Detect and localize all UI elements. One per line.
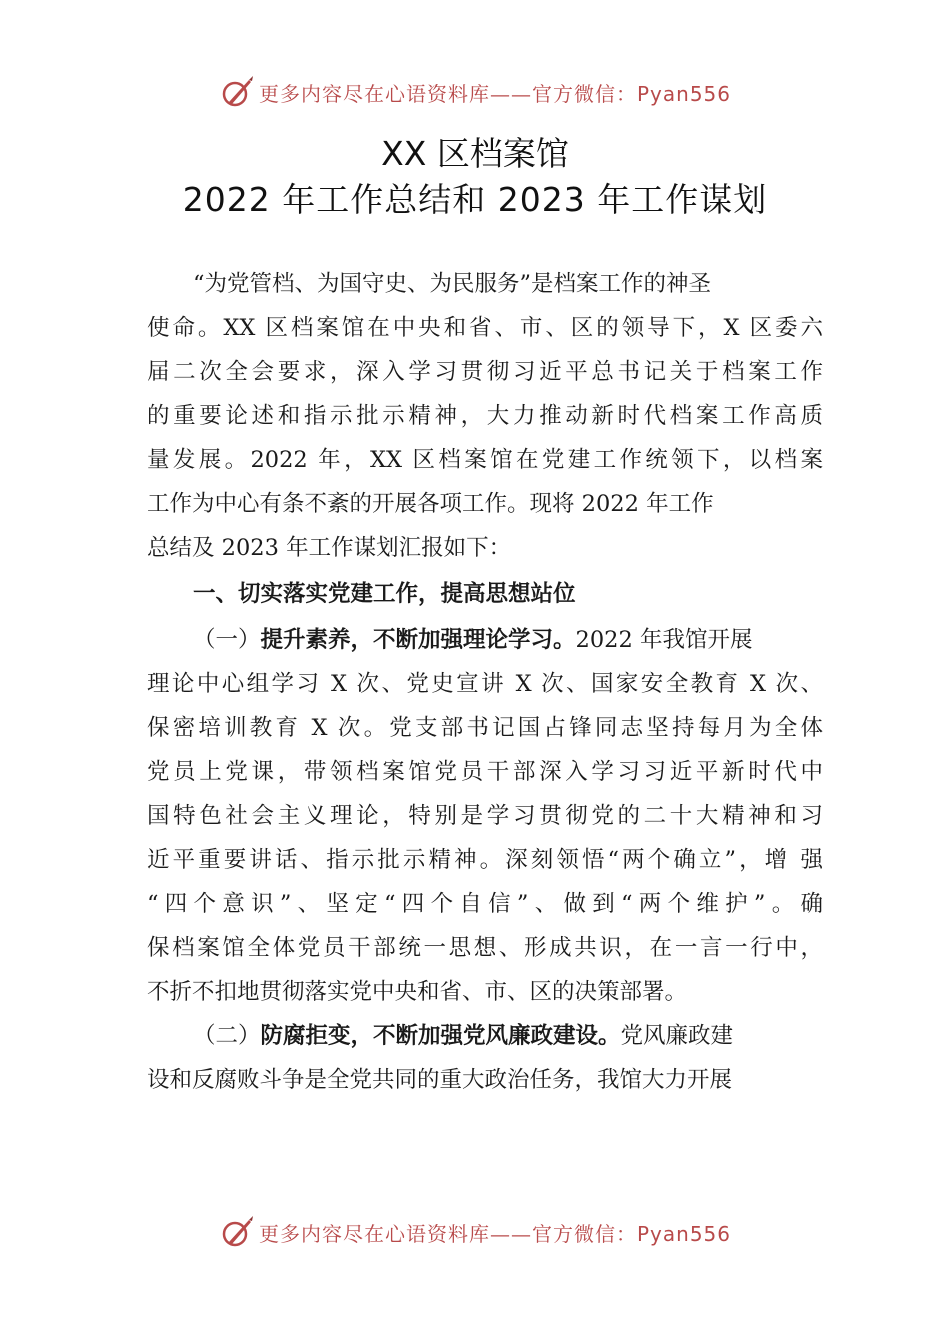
subsection-2-first-line [193, 1014, 733, 1058]
intro-line-2: 使命。XX 区档案馆在中央和省、市、区的领导下，X 区委六 [147, 315, 823, 341]
section-heading-1: 一、切实落实党建工作，提高思想站位 [193, 581, 576, 607]
subsection-2-line-2: 设和反腐败斗争是全党共同的重大政治任务，我馆大力开展 [147, 1067, 733, 1093]
watermark-text: 更多内容尽在心语资料库——官方微信：Pyan556 [258, 81, 731, 106]
watermark-wechat-id: Pyan556 [636, 81, 731, 106]
subsection-1-line-3: 保密培训教育 X 次。党支部书记国占锋同志坚持每月为全体 [147, 715, 823, 741]
subsection-1-first-rest: 2022 年我馆开展 [575, 627, 753, 653]
document-title-line1: XX 区档案馆 [381, 134, 569, 173]
watermark-banner-top [0, 72, 950, 112]
intro-line-3: 届二次全会要求，深入学习贯彻习近平总书记关于档案工作 [147, 359, 823, 385]
intro-line-7: 总结及 2023 年工作谋划汇报如下： [147, 535, 512, 561]
intro-line-6: 工作为中心有条不紊的开展各项工作。现将 2022 年工作 [147, 491, 714, 517]
subsection-1-line-7: “四个意识”、坚定“四个自信”、做到“两个维护”。确 [147, 891, 823, 917]
subsection-1-line-8: 保档案馆全体党员干部统一思想、形成共识，在一言一行中， [147, 935, 823, 961]
watermark-text: 更多内容尽在心语资料库——官方微信：Pyan556 [258, 1221, 731, 1246]
subsection-1-prefix: （一） [193, 627, 261, 653]
subsection-1-first-line [193, 618, 752, 662]
subsection-2-first-rest: 党风廉政建 [620, 1023, 734, 1049]
subsection-1-line-2: 理论中心组学习 X 次、党史宣讲 X 次、国家安全教育 X 次、 [147, 671, 823, 697]
intro-line-1: “为党管档、为国守史、为民服务”是档案工作的神圣 [193, 271, 712, 297]
subsection-2-heading: 防腐拒变，不断加强党风廉政建设。 [260, 1023, 621, 1049]
intro-line-5: 量发展。2022 年，XX 区档案馆在党建工作统领下，以档案 [147, 447, 823, 473]
subsection-1-line-4: 党员上党课，带领档案馆党员干部深入学习习近平新时代中 [147, 759, 823, 785]
quill-pen-logo-icon [219, 74, 255, 110]
quill-pen-logo-icon [219, 1214, 255, 1250]
watermark-wechat-id: Pyan556 [636, 1221, 731, 1246]
subsection-1-line-6: 近平重要讲话、指示批示精神。深刻领悟“两个确立”，增 强 [147, 847, 823, 873]
document-title-line2: 2022 年工作总结和 2023 年工作谋划 [182, 180, 768, 219]
subsection-2-prefix: （二） [193, 1023, 261, 1049]
subsection-1-line-9: 不折不扣地贯彻落实党中央和省、市、区的决策部署。 [147, 979, 688, 1005]
watermark-banner-bottom [0, 1212, 950, 1252]
subsection-1-line-5: 国特色社会主义理论，特别是学习贯彻党的二十大精神和习 [147, 803, 823, 829]
intro-line-4: 的重要论述和指示批示精神，大力推动新时代档案工作高质 [147, 403, 823, 429]
subsection-1-heading: 提升素养，不断加强理论学习。 [260, 627, 576, 653]
